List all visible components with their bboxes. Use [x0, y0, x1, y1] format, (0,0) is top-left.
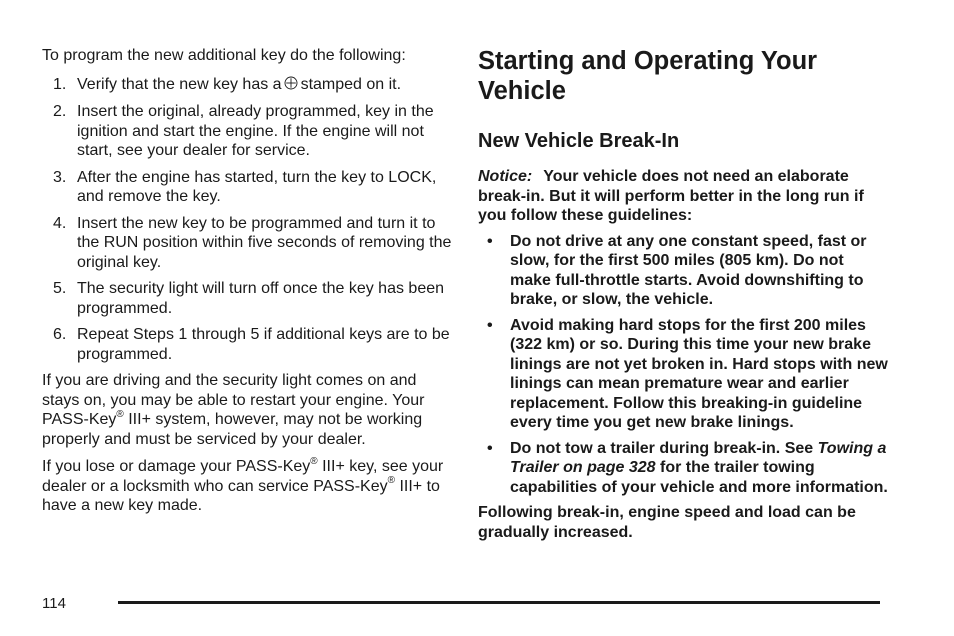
bullet-icon: • — [487, 316, 493, 334]
step-number: 5. — [53, 280, 67, 297]
programming-steps-list — [42, 75, 452, 365]
notice-paragraph — [478, 167, 888, 226]
step-item — [42, 214, 452, 273]
step-text-after: stamped on it. — [300, 75, 402, 93]
intro-text: To program the new additional key do the following: — [42, 47, 406, 64]
list-item-text: Do not drive at any one constant speed, fast or slow, for the first 500 miles (805 km). Do not make full-throttle starts. Avoid downshifting to brake, or slow, the vehicle. — [510, 232, 867, 308]
step-number: 1. — [53, 75, 67, 93]
footer-divider — [118, 601, 880, 604]
registered-mark: ® — [387, 475, 395, 487]
step-number: 6. — [53, 326, 67, 343]
security-light-paragraph: If you are driving and the security light comes on and stays on, you may be able to restart your engine. Your PASS-Key® III+ system, however, may not be working properly and must be serviced by your dealer. — [42, 372, 425, 448]
step-item — [42, 102, 452, 161]
step-text: Insert the new key to be programmed and turn it to the RUN position within five seconds of removing the original key. — [77, 214, 452, 271]
closing-paragraph: Following break-in, engine speed and load can be gradually increased. — [478, 504, 856, 541]
list-item — [478, 316, 888, 433]
step-text: The security light will turn off once the key has been programmed. — [77, 280, 445, 317]
list-item-text-before: Do not tow a trailer during break-in. See — [510, 439, 818, 457]
cross-reference-link[interactable]: Towing a Trailer on page 328 — [510, 439, 887, 476]
bullet-icon: • — [487, 232, 493, 250]
notice-text: Your vehicle does not need an elaborate break-in. But it will perform better in the long run if you follow these guidelines: — [478, 168, 864, 224]
left-column — [42, 46, 452, 524]
break-in-guidelines-list — [478, 232, 888, 498]
bullet-icon: • — [487, 439, 493, 457]
step-number: 2. — [53, 103, 67, 120]
subsection-heading: New Vehicle Break-In — [478, 130, 680, 152]
page-number: 114 — [42, 595, 66, 612]
list-item — [478, 232, 888, 310]
step-number: 3. — [53, 168, 67, 186]
notice-label: Notice: — [478, 168, 533, 185]
list-item-text-after: for the trailer towing capabilities of your vehicle and more information. — [510, 459, 888, 496]
step-number: 4. — [53, 214, 67, 232]
right-column — [478, 46, 888, 542]
list-item — [478, 439, 888, 498]
step-text: After the engine has started, turn the key to LOCK, and remove the key. — [77, 168, 437, 205]
registered-mark: ® — [310, 455, 318, 467]
step-text-before: Verify that the new key has a — [77, 75, 282, 93]
registered-mark: ® — [116, 408, 124, 420]
section-heading: Starting and Operating Your Vehicle — [478, 47, 818, 105]
step-item — [42, 325, 452, 364]
step-text: Repeat Steps 1 through 5 if additional keys are to be programmed. — [77, 326, 450, 363]
step-item — [42, 168, 452, 207]
step-text: Insert the original, already programmed, key in the ignition and start the engine. If the engine will not start, see your dealer for service. — [77, 103, 434, 159]
circled-plus-icon — [284, 76, 298, 96]
lost-key-paragraph: If you lose or damage your PASS-Key® III+ key, see your dealer or a locksmith who can service PASS-Key® III+ to have a new key made. — [42, 455, 444, 514]
step-item — [42, 279, 452, 318]
step-item — [42, 75, 452, 96]
list-item-text: Avoid making hard stops for the first 200 miles (322 km) or so. During this time your new brake linings are not yet broken in. Hard stops with new linings can mean premature wear and earlier replacement. Follow this breaking-in guideline every time you get new brake linings. — [510, 316, 888, 431]
